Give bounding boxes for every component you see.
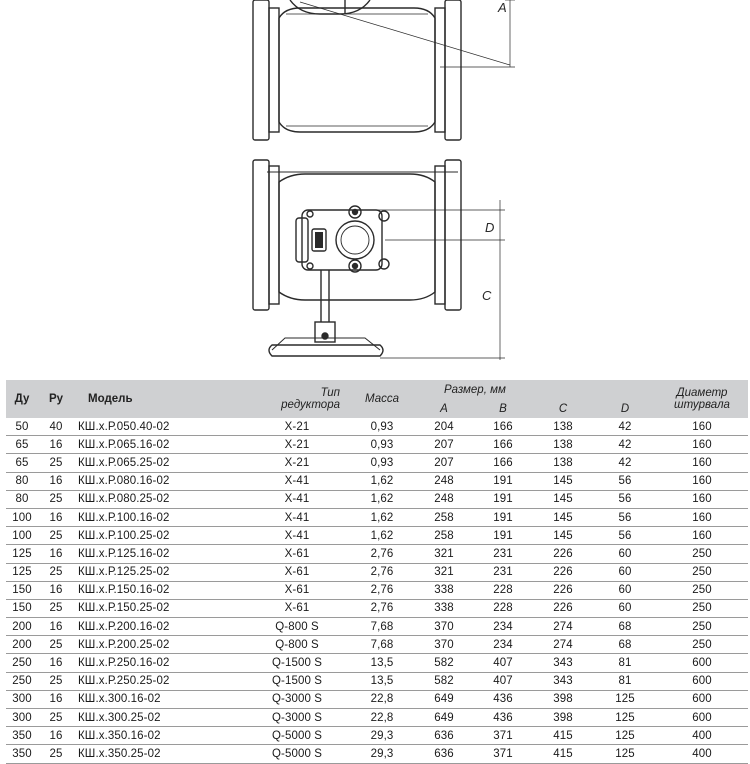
cell-wheel: 400 xyxy=(656,727,748,745)
cell-c: 226 xyxy=(532,581,594,599)
table-row xyxy=(6,672,748,690)
cell-wheel: 160 xyxy=(656,508,748,526)
cell-d: 68 xyxy=(594,636,656,654)
cell-d: 56 xyxy=(594,490,656,508)
cell-du: 300 xyxy=(6,690,38,708)
cell-d: 60 xyxy=(594,581,656,599)
cell-wheel: 160 xyxy=(656,454,748,472)
cell-model: КШ.х.Р.200.25-02 xyxy=(74,636,244,654)
col-wheel-line1: Диаметр xyxy=(676,387,728,399)
dim-a-leader xyxy=(300,2,510,65)
cell-ru: 25 xyxy=(38,636,74,654)
cell-du: 125 xyxy=(6,545,38,563)
col-d: D xyxy=(594,399,656,418)
left-flange xyxy=(253,0,269,140)
cell-reducer: Q-800 S xyxy=(244,636,350,654)
cell-ru: 25 xyxy=(38,599,74,617)
cell-model: КШ.х.350.16-02 xyxy=(74,727,244,745)
cell-b: 228 xyxy=(474,581,532,599)
cell-mass: 7,68 xyxy=(350,636,414,654)
cell-d: 42 xyxy=(594,436,656,454)
cell-d: 81 xyxy=(594,672,656,690)
cell-d: 125 xyxy=(594,709,656,727)
cell-ru: 16 xyxy=(38,581,74,599)
cell-d: 56 xyxy=(594,527,656,545)
cell-du: 200 xyxy=(6,618,38,636)
cell-wheel: 600 xyxy=(656,654,748,672)
cell-model: КШ.х.Р.200.16-02 xyxy=(74,618,244,636)
cell-c: 138 xyxy=(532,418,594,436)
cell-reducer: X-41 xyxy=(244,490,350,508)
cell-model: КШ.х.350.25-02 xyxy=(74,745,244,763)
table-row xyxy=(6,436,748,454)
dim-c-label: C xyxy=(482,288,492,303)
cell-wheel: 250 xyxy=(656,618,748,636)
cell-du: 80 xyxy=(6,490,38,508)
cell-b: 231 xyxy=(474,563,532,581)
cell-ru: 25 xyxy=(38,709,74,727)
cell-b: 191 xyxy=(474,490,532,508)
valve-body xyxy=(279,8,435,132)
screw-top-left xyxy=(307,211,313,217)
cell-d: 56 xyxy=(594,472,656,490)
cell-a: 204 xyxy=(414,418,474,436)
cell-reducer: X-41 xyxy=(244,508,350,526)
cell-d: 81 xyxy=(594,654,656,672)
valve-front-view xyxy=(253,160,505,360)
right-flange xyxy=(445,0,461,140)
col-a: A xyxy=(414,399,474,418)
cell-mass: 29,3 xyxy=(350,745,414,763)
cell-ru: 25 xyxy=(38,745,74,763)
cell-mass: 2,76 xyxy=(350,545,414,563)
cell-b: 166 xyxy=(474,436,532,454)
cell-ru: 25 xyxy=(38,672,74,690)
cell-model: КШ.х.Р.250.25-02 xyxy=(74,672,244,690)
cell-du: 65 xyxy=(6,436,38,454)
cell-ru: 16 xyxy=(38,690,74,708)
cell-a: 582 xyxy=(414,672,474,690)
cell-model: КШ.х.Р.050.40-02 xyxy=(74,418,244,436)
cell-du: 300 xyxy=(6,709,38,727)
cell-b: 191 xyxy=(474,508,532,526)
cell-b: 228 xyxy=(474,599,532,617)
cell-c: 415 xyxy=(532,727,594,745)
cell-b: 191 xyxy=(474,472,532,490)
cell-du: 150 xyxy=(6,581,38,599)
cell-model: КШ.х.Р.080.16-02 xyxy=(74,472,244,490)
cell-du: 250 xyxy=(6,672,38,690)
cell-du: 65 xyxy=(6,454,38,472)
cell-du: 350 xyxy=(6,745,38,763)
cell-d: 60 xyxy=(594,599,656,617)
body-contour xyxy=(286,14,428,126)
cell-wheel: 250 xyxy=(656,563,748,581)
cell-c: 145 xyxy=(532,527,594,545)
cell-mass: 2,76 xyxy=(350,563,414,581)
cell-d: 60 xyxy=(594,545,656,563)
cell-reducer: X-21 xyxy=(244,454,350,472)
cell-reducer: X-61 xyxy=(244,545,350,563)
cell-reducer: X-41 xyxy=(244,527,350,545)
cell-model: КШ.х.Р.100.25-02 xyxy=(74,527,244,545)
cell-d: 68 xyxy=(594,618,656,636)
cell-wheel: 250 xyxy=(656,636,748,654)
cell-mass: 1,62 xyxy=(350,490,414,508)
cell-ru: 16 xyxy=(38,508,74,526)
col-mass: Масса xyxy=(350,380,414,418)
dim-a-label: A xyxy=(498,0,507,15)
table-row xyxy=(6,618,748,636)
cell-a: 649 xyxy=(414,690,474,708)
cell-mass: 13,5 xyxy=(350,672,414,690)
col-b: B xyxy=(474,399,532,418)
cell-model: КШ.х.Р.150.25-02 xyxy=(74,599,244,617)
cell-model: КШ.х.Р.250.16-02 xyxy=(74,654,244,672)
left-flange-neck xyxy=(269,8,279,132)
cell-mass: 1,62 xyxy=(350,508,414,526)
screw-bottom-left xyxy=(307,263,313,269)
cell-du: 125 xyxy=(6,563,38,581)
table-row xyxy=(6,599,748,617)
col-model: Модель xyxy=(74,380,244,418)
bolt-right-bottom xyxy=(379,259,389,269)
cell-b: 371 xyxy=(474,745,532,763)
cell-wheel: 160 xyxy=(656,527,748,545)
cell-ru: 25 xyxy=(38,527,74,545)
cell-c: 226 xyxy=(532,545,594,563)
cell-a: 321 xyxy=(414,545,474,563)
cell-ru: 40 xyxy=(38,418,74,436)
cell-ru: 16 xyxy=(38,472,74,490)
col-ru: Ру xyxy=(38,380,74,418)
cell-c: 138 xyxy=(532,454,594,472)
cell-reducer: X-41 xyxy=(244,472,350,490)
cell-c: 145 xyxy=(532,472,594,490)
cell-b: 234 xyxy=(474,636,532,654)
cell-c: 145 xyxy=(532,508,594,526)
table-row xyxy=(6,563,748,581)
cell-a: 338 xyxy=(414,599,474,617)
cell-c: 274 xyxy=(532,618,594,636)
cell-mass: 22,8 xyxy=(350,690,414,708)
dim-d-label: D xyxy=(485,220,495,235)
table-row xyxy=(6,636,748,654)
cell-reducer: Q-5000 S xyxy=(244,727,350,745)
cell-wheel: 600 xyxy=(656,672,748,690)
cell-a: 370 xyxy=(414,618,474,636)
cell-wheel: 600 xyxy=(656,709,748,727)
cell-d: 125 xyxy=(594,690,656,708)
cell-reducer: Q-3000 S xyxy=(244,690,350,708)
cell-mass: 22,8 xyxy=(350,709,414,727)
cell-a: 370 xyxy=(414,636,474,654)
col-c: C xyxy=(532,399,594,418)
cell-b: 166 xyxy=(474,454,532,472)
cell-du: 50 xyxy=(6,418,38,436)
indicator-window xyxy=(315,232,323,248)
cell-reducer: Q-3000 S xyxy=(244,709,350,727)
table-row xyxy=(6,418,748,436)
cell-model: КШ.х.300.25-02 xyxy=(74,709,244,727)
cell-wheel: 250 xyxy=(656,599,748,617)
cell-c: 398 xyxy=(532,709,594,727)
table-row xyxy=(6,472,748,490)
cell-b: 166 xyxy=(474,418,532,436)
cell-c: 274 xyxy=(532,636,594,654)
cell-c: 343 xyxy=(532,672,594,690)
cell-reducer: X-21 xyxy=(244,418,350,436)
cell-mass: 13,5 xyxy=(350,654,414,672)
cell-wheel: 600 xyxy=(656,690,748,708)
table-row xyxy=(6,454,748,472)
table-body xyxy=(6,418,748,763)
cell-a: 636 xyxy=(414,745,474,763)
cell-mass: 1,62 xyxy=(350,472,414,490)
table-row xyxy=(6,545,748,563)
cell-a: 248 xyxy=(414,472,474,490)
cell-reducer: X-61 xyxy=(244,563,350,581)
cell-ru: 16 xyxy=(38,545,74,563)
cell-ru: 25 xyxy=(38,563,74,581)
cell-b: 407 xyxy=(474,654,532,672)
front-left-flange xyxy=(253,160,269,310)
cell-b: 234 xyxy=(474,618,532,636)
cell-du: 250 xyxy=(6,654,38,672)
cell-reducer: X-61 xyxy=(244,581,350,599)
col-wheel-line2: штурвала xyxy=(674,399,730,411)
cell-reducer: Q-800 S xyxy=(244,618,350,636)
cell-a: 258 xyxy=(414,508,474,526)
cell-model: КШ.х.Р.150.16-02 xyxy=(74,581,244,599)
cell-model: КШ.х.300.16-02 xyxy=(74,690,244,708)
cell-reducer: Q-1500 S xyxy=(244,654,350,672)
front-left-flange-neck xyxy=(269,166,279,304)
table-row xyxy=(6,527,748,545)
cell-reducer: X-61 xyxy=(244,599,350,617)
cell-du: 100 xyxy=(6,527,38,545)
cell-b: 191 xyxy=(474,527,532,545)
gear-inner xyxy=(341,226,369,254)
cell-a: 636 xyxy=(414,727,474,745)
front-right-flange-neck xyxy=(435,166,445,304)
cell-c: 226 xyxy=(532,563,594,581)
table-row xyxy=(6,727,748,745)
cell-mass: 29,3 xyxy=(350,727,414,745)
cell-b: 407 xyxy=(474,672,532,690)
table-row xyxy=(6,508,748,526)
col-reducer-line2: редуктора xyxy=(281,399,340,411)
cell-wheel: 160 xyxy=(656,436,748,454)
cell-du: 350 xyxy=(6,727,38,745)
col-size-group: Размер, мм xyxy=(414,380,656,399)
cell-du: 200 xyxy=(6,636,38,654)
cell-reducer: Q-5000 S xyxy=(244,745,350,763)
cell-wheel: 160 xyxy=(656,472,748,490)
cell-ru: 25 xyxy=(38,490,74,508)
cell-b: 436 xyxy=(474,709,532,727)
cell-model: КШ.х.Р.065.16-02 xyxy=(74,436,244,454)
table-row xyxy=(6,709,748,727)
valve-technical-drawing xyxy=(0,0,750,375)
cell-a: 258 xyxy=(414,527,474,545)
specification-table xyxy=(6,380,748,764)
cell-wheel: 400 xyxy=(656,745,748,763)
cell-mass: 2,76 xyxy=(350,581,414,599)
cell-model: КШ.х.Р.125.25-02 xyxy=(74,563,244,581)
cell-mass: 2,76 xyxy=(350,599,414,617)
cell-b: 371 xyxy=(474,727,532,745)
table-row xyxy=(6,490,748,508)
col-reducer-line1: Тип xyxy=(320,387,340,399)
cell-mass: 7,68 xyxy=(350,618,414,636)
cell-ru: 25 xyxy=(38,454,74,472)
cell-mass: 0,93 xyxy=(350,454,414,472)
cell-a: 321 xyxy=(414,563,474,581)
cell-a: 649 xyxy=(414,709,474,727)
cell-a: 248 xyxy=(414,490,474,508)
cell-b: 436 xyxy=(474,690,532,708)
right-flange-neck xyxy=(435,8,445,132)
gearbox xyxy=(302,210,382,270)
cell-wheel: 250 xyxy=(656,581,748,599)
cell-ru: 16 xyxy=(38,618,74,636)
cell-c: 343 xyxy=(532,654,594,672)
cell-wheel: 160 xyxy=(656,490,748,508)
cell-c: 226 xyxy=(532,599,594,617)
header-row-1 xyxy=(6,380,748,399)
cell-d: 56 xyxy=(594,508,656,526)
col-wheel xyxy=(656,380,748,418)
cell-du: 150 xyxy=(6,599,38,617)
cell-d: 42 xyxy=(594,418,656,436)
table-row xyxy=(6,654,748,672)
cell-a: 207 xyxy=(414,436,474,454)
cell-model: КШ.х.Р.125.16-02 xyxy=(74,545,244,563)
cell-c: 415 xyxy=(532,745,594,763)
cell-c: 398 xyxy=(532,690,594,708)
table-row xyxy=(6,690,748,708)
cell-d: 125 xyxy=(594,727,656,745)
cell-ru: 16 xyxy=(38,436,74,454)
cell-du: 80 xyxy=(6,472,38,490)
cell-ru: 16 xyxy=(38,727,74,745)
table-row xyxy=(6,581,748,599)
gear-housing-top xyxy=(290,0,370,14)
gear-disc xyxy=(336,221,374,259)
table-row xyxy=(6,745,748,763)
cell-d: 42 xyxy=(594,454,656,472)
cell-c: 145 xyxy=(532,490,594,508)
cell-model: КШ.х.Р.100.16-02 xyxy=(74,508,244,526)
cell-model: КШ.х.Р.065.25-02 xyxy=(74,454,244,472)
cell-a: 338 xyxy=(414,581,474,599)
cell-reducer: Q-1500 S xyxy=(244,672,350,690)
cell-a: 582 xyxy=(414,654,474,672)
cell-du: 100 xyxy=(6,508,38,526)
valve-side-view xyxy=(253,0,515,140)
cell-mass: 0,93 xyxy=(350,418,414,436)
cell-d: 125 xyxy=(594,745,656,763)
col-reducer xyxy=(244,380,350,418)
col-du: Ду xyxy=(6,380,38,418)
handwheel-spokes xyxy=(272,338,380,350)
front-right-flange xyxy=(445,160,461,310)
cell-d: 60 xyxy=(594,563,656,581)
cell-wheel: 160 xyxy=(656,418,748,436)
cell-b: 231 xyxy=(474,545,532,563)
handwheel xyxy=(269,345,383,356)
cell-ru: 16 xyxy=(38,654,74,672)
cell-c: 138 xyxy=(532,436,594,454)
cell-model: КШ.х.Р.080.25-02 xyxy=(74,490,244,508)
cell-reducer: X-21 xyxy=(244,436,350,454)
bolt-right-top xyxy=(379,211,389,221)
cell-mass: 1,62 xyxy=(350,527,414,545)
cell-a: 207 xyxy=(414,454,474,472)
bolt-bottom-center xyxy=(353,264,358,269)
bolt-top-center xyxy=(353,210,358,215)
cell-wheel: 250 xyxy=(656,545,748,563)
cell-mass: 0,93 xyxy=(350,436,414,454)
